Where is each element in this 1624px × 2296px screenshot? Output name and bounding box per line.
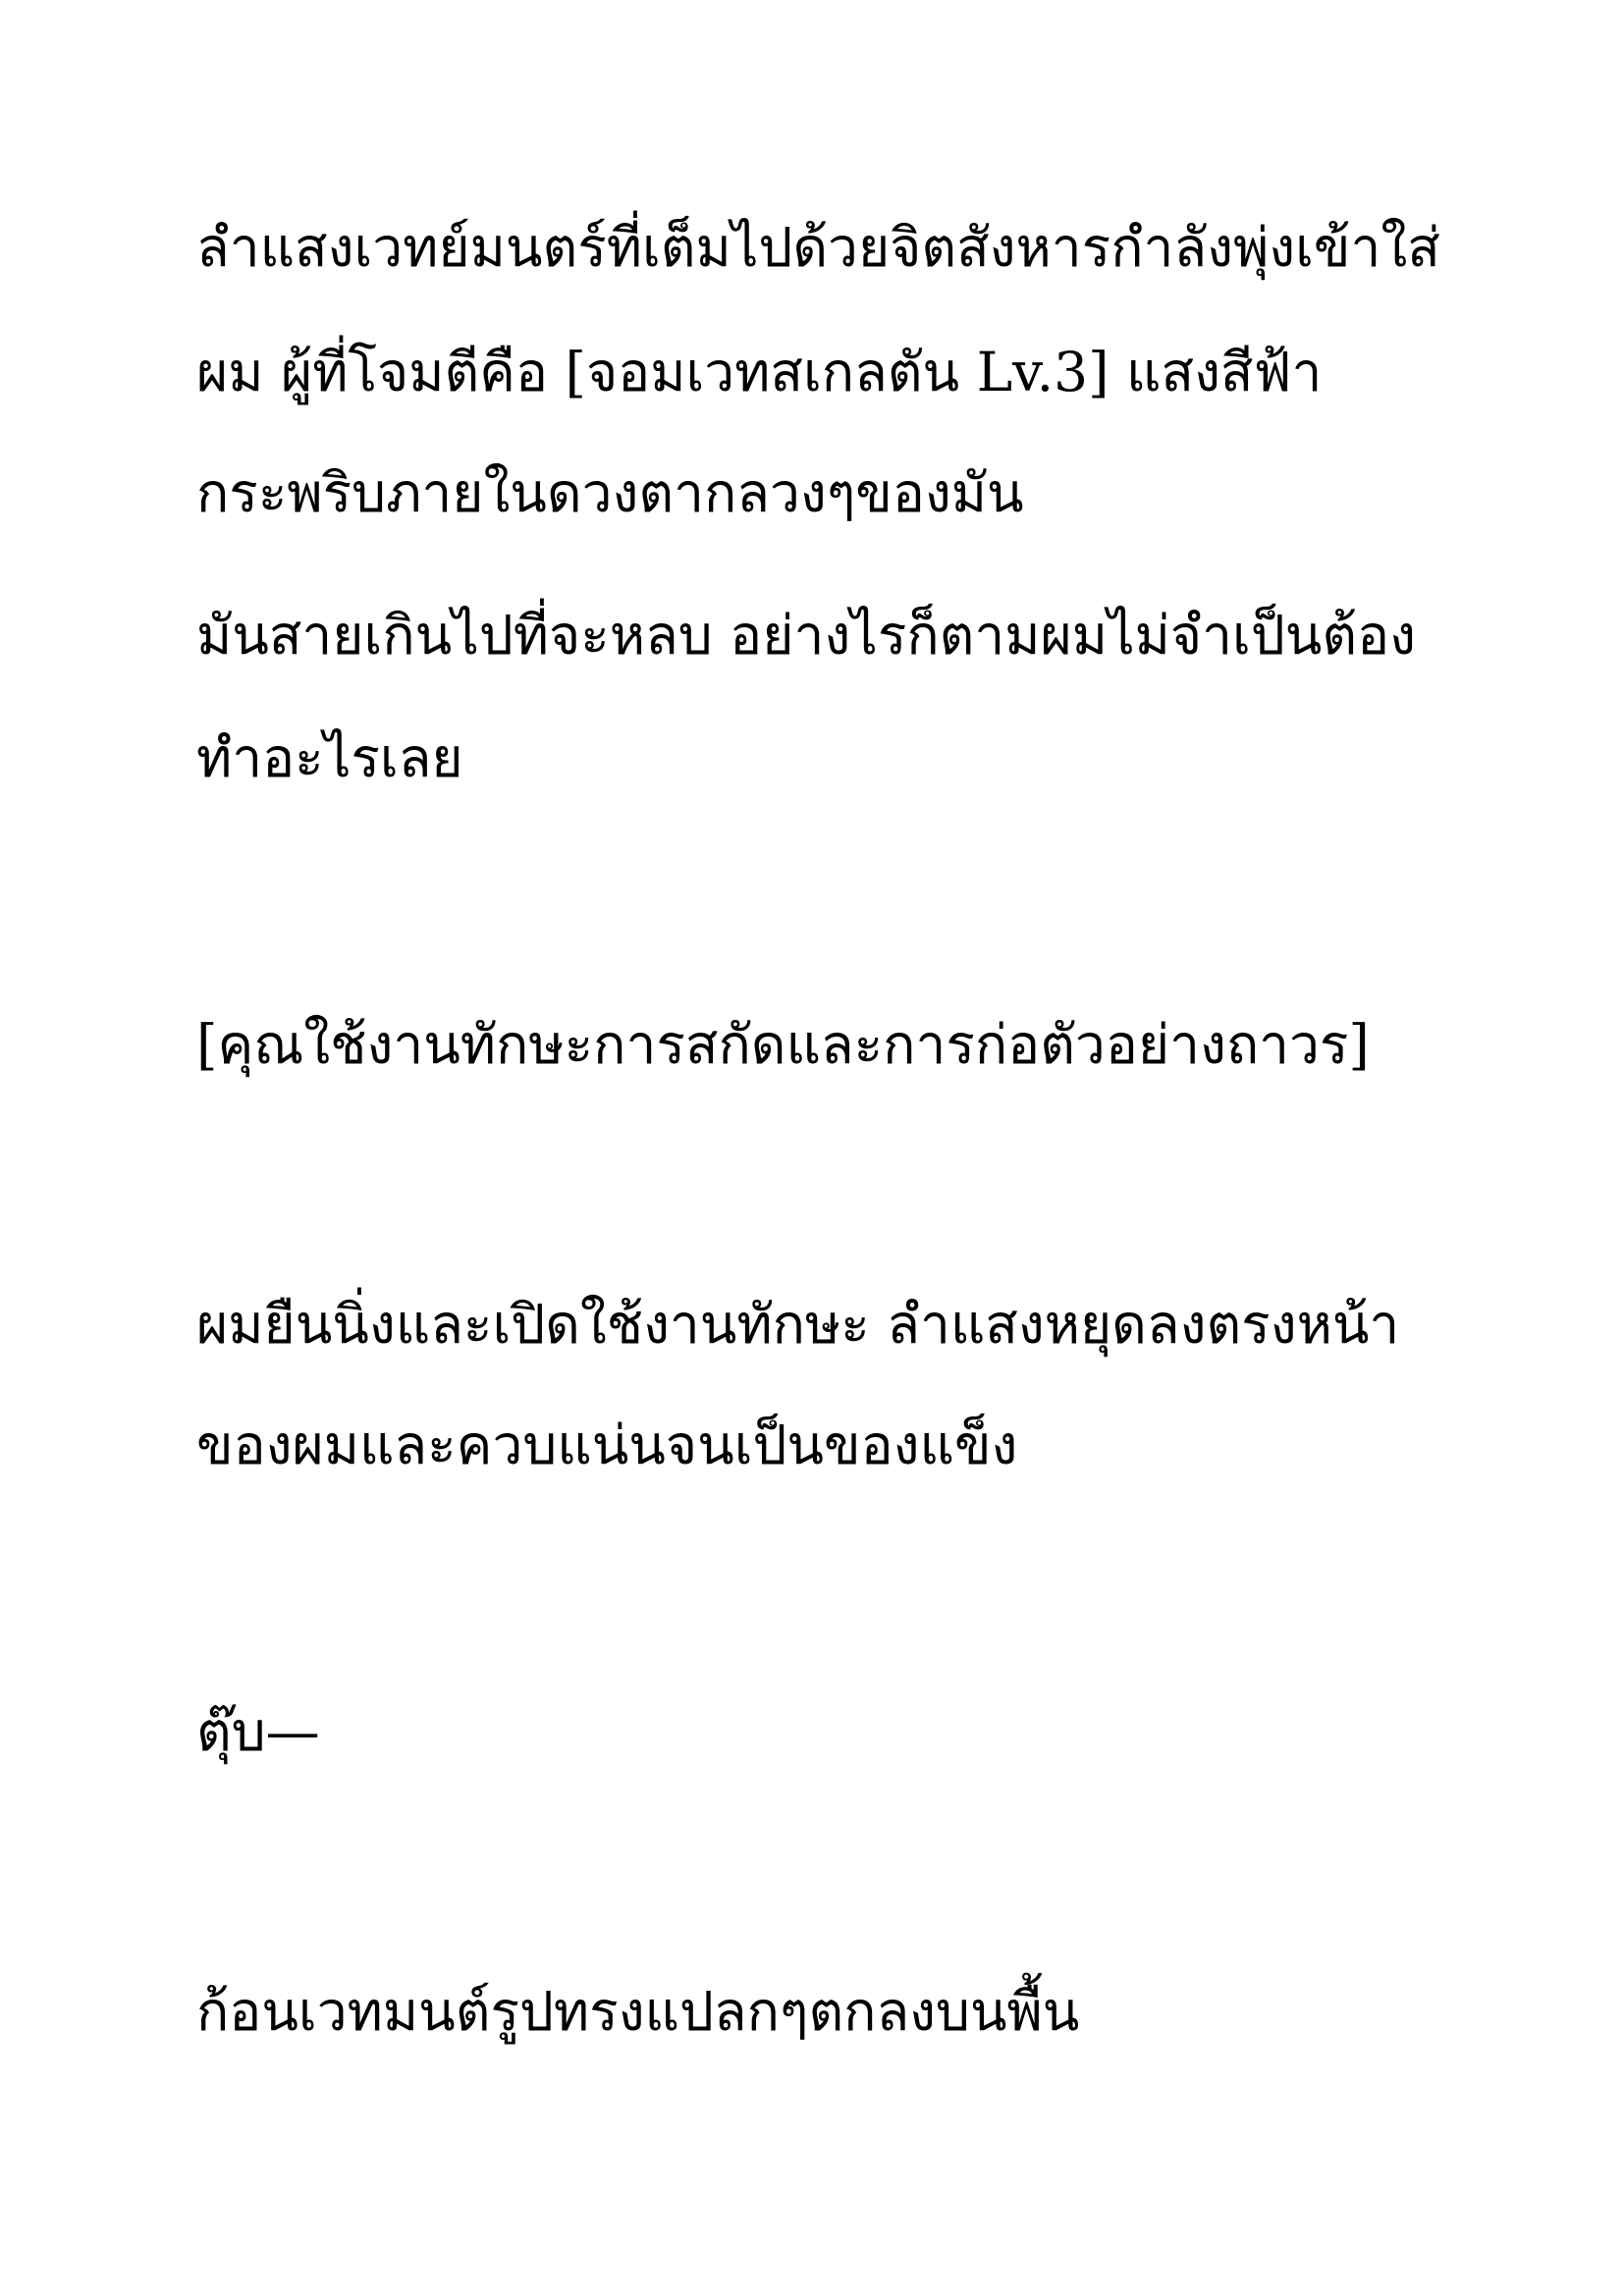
paragraph-line: ผม ผู้ที่โจมตีคือ [จอมเวทสเกลตัน Lv.3] แสงสีฟ้า	[196, 341, 1323, 403]
paragraph-line: ของผมและควบแน่นจนเป็นของแข็ง	[196, 1414, 1018, 1476]
paragraph-line: ลำแสงเวทย์มนตร์ที่เต็มไปด้วยจิตสังหารกำลังพุ่งเข้าใส่	[196, 216, 1440, 279]
paragraph-line: ก้อนเวทมนต์รูปทรงแปลกๆตกลงบนพื้น	[196, 1980, 1080, 2043]
sound-effect-line: ตุ๊บ—	[196, 1700, 320, 1763]
system-message-line: [คุณใช้งานทักษะการสกัดและการก่อตัวอย่างถาวร]	[196, 1013, 1370, 1076]
paragraph-line: ทำอะไรเลย	[196, 726, 463, 789]
paragraph-line: กระพริบภายในดวงตากลวงๆของมัน	[196, 461, 1024, 524]
paragraph-line: ผมยืนนิ่งและเปิดใช้งานทักษะ ลำแสงหยุดลงตรงหน้า	[196, 1293, 1400, 1356]
paragraph-line: มันสายเกินไปที่จะหลบ อย่างไรก็ตามผมไม่จำเป็นต้อง	[196, 604, 1416, 667]
